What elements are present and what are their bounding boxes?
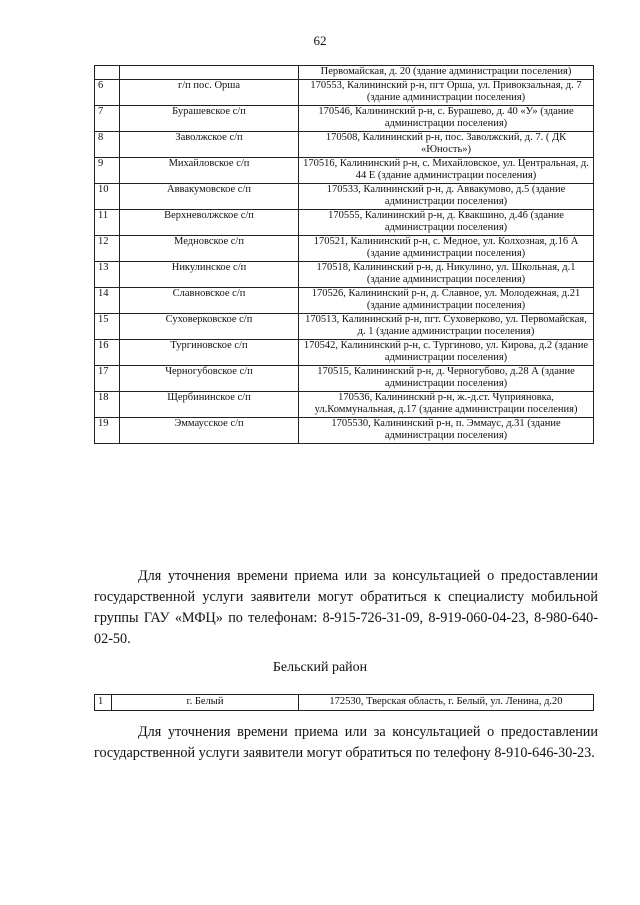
phone-paragraph: Для уточнения времени приема или за консультацией о предоставлении государственной услуги заявители могут обратиться по телефону 8-910-646-30-23. [94, 724, 598, 761]
table-row [95, 209, 594, 235]
table-row [95, 287, 594, 313]
row-number: 7 [95, 105, 120, 131]
row-number: 17 [95, 365, 120, 391]
row-number: 19 [95, 417, 120, 443]
settlement-name: г. Белый [112, 695, 299, 711]
locations-table [94, 65, 594, 444]
row-number: 16 [95, 339, 120, 365]
row-number: 15 [95, 313, 120, 339]
settlement-address: 170555, Калининский р-н, д. Квакшино, д.46 (здание администрации поселения) [299, 209, 594, 235]
table-row [95, 66, 594, 80]
settlement-address: 170508, Калининский р-н, пос. Заволжский, д. 7. ( ДК «Юность») [299, 131, 594, 157]
table-row [95, 391, 594, 417]
row-number [95, 66, 120, 80]
settlement-name: Черногубовское с/п [120, 365, 299, 391]
settlement-address: 170521, Калининский р-н, с. Медное, ул. Колхозная, д.16 А (здание администрации поселения) [299, 235, 594, 261]
settlement-address: 170546, Калининский р-н, с. Бурашево, д. 40 «У» (здание администрации поселения) [299, 105, 594, 131]
row-number: 18 [95, 391, 120, 417]
belsky-table [94, 694, 594, 711]
settlement-address: 170542, Калининский р-н, с. Тургиново, ул. Кирова, д.2 (здание администрации поселения) [299, 339, 594, 365]
settlement-name: Тургиновское с/п [120, 339, 299, 365]
row-number: 6 [95, 79, 120, 105]
page-number: 62 [313, 33, 327, 48]
row-number: 13 [95, 261, 120, 287]
row-number: 1 [95, 695, 112, 711]
settlement-address: 170533, Калининский р-н, д. Аввакумово, д.5 (здание администрации поселения) [299, 183, 594, 209]
settlement-name: Аввакумовское с/п [120, 183, 299, 209]
table-row [95, 105, 594, 131]
table-row [95, 695, 594, 711]
locations-table-body [95, 66, 594, 444]
settlement-name: Бурашевское с/п [120, 105, 299, 131]
table-row [95, 365, 594, 391]
table-row [95, 157, 594, 183]
settlement-address: 170513, Калининский р-н, пгт. Суховерково, ул. Первомайская, д. 1 (здание администрации поселения) [299, 313, 594, 339]
belsky-table-body [95, 695, 594, 711]
row-number: 11 [95, 209, 120, 235]
row-number: 12 [95, 235, 120, 261]
section-title: Бельский район [272, 660, 368, 675]
settlement-name: Михайловское с/п [120, 157, 299, 183]
table-row [95, 183, 594, 209]
settlement-name: Эммаусское с/п [120, 417, 299, 443]
table-row [95, 79, 594, 105]
settlement-address: 170516, Калининский р-н, с. Михайловское, ул. Центральная, д. 44 Е (здание администрации поселения) [299, 157, 594, 183]
settlement-address: 170515, Калининский р-н, д. Черногубово, д.28 А (здание администрации поселения) [299, 365, 594, 391]
consultation-paragraph: Для уточнения времени приема или за консультацией о предоставлении государственной услуги заявители могут обратиться к специалисту мобильной группы ГАУ «МФЦ» по телефонам: 8-915-726-31-09, 8-919-060-04-23, 8-980-640-02-50. [94, 568, 598, 647]
settlement-address: 172530, Тверская область, г. Белый, ул. Ленина, д.20 [299, 695, 594, 711]
settlement-address: 1705530, Калининский р-н, п. Эммаус, д.31 (здание администрации поселения) [299, 417, 594, 443]
table-row [95, 313, 594, 339]
settlement-name: Верхневолжское с/п [120, 209, 299, 235]
row-number: 10 [95, 183, 120, 209]
table-row [95, 417, 594, 443]
table-row [95, 235, 594, 261]
settlement-address: 170518, Калининский р-н, д. Никулино, ул. Школьная, д.1 (здание администрации поселения) [299, 261, 594, 287]
table-row [95, 131, 594, 157]
settlement-address: Первомайская, д. 20 (здание администрации поселения) [299, 66, 594, 80]
settlement-address: 170553, Калининский р-н, пгт Орша, ул. Привокзальная, д. 7 (здание администрации поселения) [299, 79, 594, 105]
row-number: 9 [95, 157, 120, 183]
settlement-name: Медновское с/п [120, 235, 299, 261]
settlement-name: Суховерковское с/п [120, 313, 299, 339]
settlement-name: Никулинское с/п [120, 261, 299, 287]
table-row [95, 261, 594, 287]
settlement-name [120, 66, 299, 80]
table-row [95, 339, 594, 365]
settlement-name: Заволжское с/п [120, 131, 299, 157]
settlement-name: Щербининское с/п [120, 391, 299, 417]
settlement-name: Славновское с/п [120, 287, 299, 313]
row-number: 8 [95, 131, 120, 157]
row-number: 14 [95, 287, 120, 313]
settlement-name: г/п пос. Орша [120, 79, 299, 105]
settlement-address: 170536, Калининский р-н, ж.-д.ст. Чуприяновка, ул.Коммунальная, д.17 (здание администрации поселения) [299, 391, 594, 417]
settlement-address: 170526, Калининский р-н, д. Славное, ул. Молодежная, д.21 (здание администрации поселения) [299, 287, 594, 313]
